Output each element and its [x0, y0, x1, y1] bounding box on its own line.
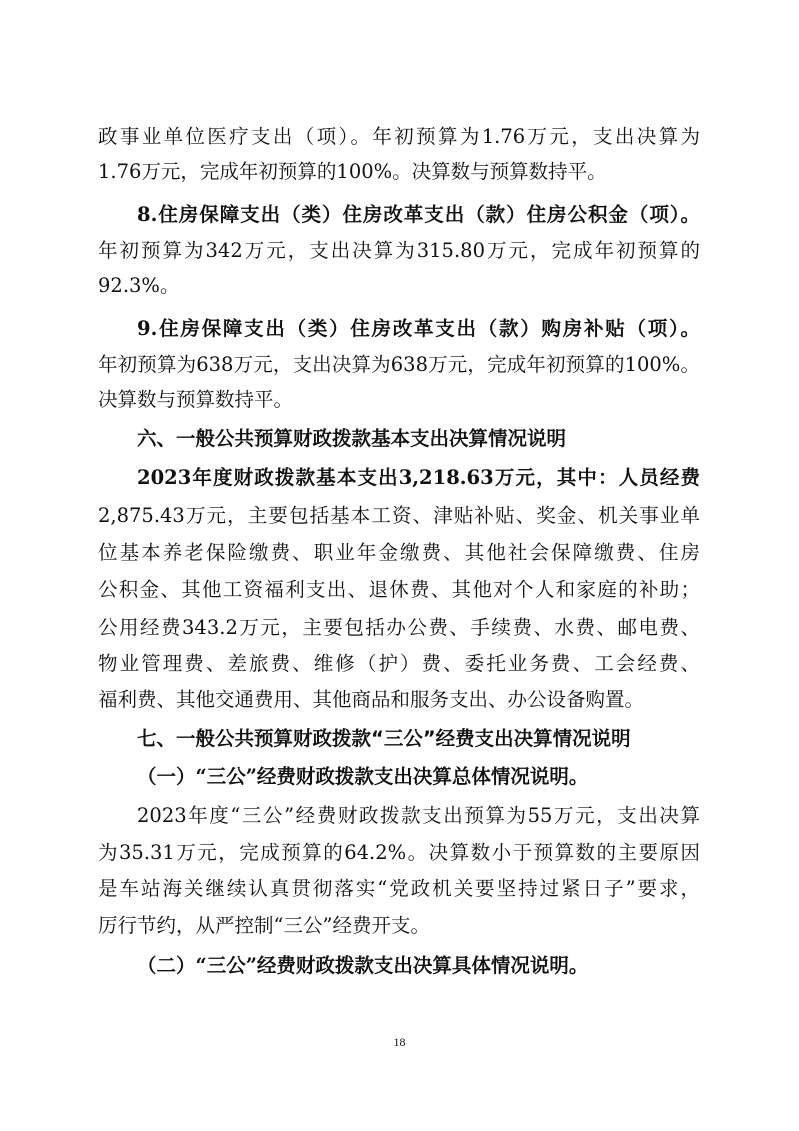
- subsection-1-heading: （一）“三公”经费财政拨款支出决算总体情况说明。: [137, 765, 589, 788]
- item-9-heading-line: 9.住房保障支出（类）住房改革支出（款）购房补贴（项）。: [137, 317, 700, 340]
- paragraph-line: 决算数与预算数持平。: [98, 388, 294, 411]
- basic-expenditure-lead-line: 2023年度财政拨款基本支出3,218.63万元，其中：人员经费: [137, 466, 700, 489]
- item-8-heading-line: 8.住房保障支出（类）住房改革支出（款）住房公积金（项）。: [137, 203, 700, 226]
- paragraph-line: 2,875.43万元，主要包括基本工资、津贴补贴、奖金、机关事业单: [98, 504, 700, 527]
- subsection-2-heading: （二）“三公”经费财政拨款支出决算具体情况说明。: [137, 954, 589, 977]
- paragraph-line: 年初预算为638万元，支出决算为638万元，完成年初预算的100%。: [98, 353, 700, 376]
- paragraph-line: 厉行节约，从严控制“三公”经费开支。: [98, 914, 430, 937]
- section-6-heading: 六、一般公共预算财政拨款基本支出决算情况说明: [137, 427, 567, 450]
- paragraph-line: 为35.31万元，完成预算的64.2%。决算数小于预算数的主要原因: [98, 841, 700, 864]
- paragraph-line: 位基本养老保险缴费、职业年金缴费、其他社会保障缴费、住房: [98, 541, 700, 564]
- paragraph-line: 物业管理费、差旅费、维修（护）费、委托业务费、工会经费、: [98, 652, 700, 675]
- paragraph-line: 公积金、其他工资福利支出、退休费、其他对个人和家庭的补助；: [98, 578, 700, 601]
- paragraph-line: 公用经费343.2万元，主要包括办公费、手续费、水费、邮电费、: [98, 616, 700, 639]
- paragraph-line: 是车站海关继续认真贯彻落实“党政机关要坚持过紧日子”要求，: [98, 877, 700, 900]
- paragraph-line: 政事业单位医疗支出（项）。年初预算为1.76万元，支出决算为: [98, 125, 700, 148]
- paragraph-line: 92.3%。: [98, 274, 180, 297]
- paragraph-line: 年初预算为342万元，支出决算为315.80万元，完成年初预算的: [98, 239, 700, 262]
- paragraph-line: 2023年度“三公”经费财政拨款支出预算为55万元，支出决算: [137, 804, 700, 827]
- page-number: 18: [393, 1035, 406, 1049]
- paragraph-line: 1.76万元，完成年初预算的100%。决算数与预算数持平。: [98, 160, 607, 183]
- paragraph-line: 福利费、其他交通费用、其他商品和服务支出、办公设备购置。: [98, 688, 645, 711]
- section-7-heading: 七、一般公共预算财政拨款“三公”经费支出决算情况说明: [137, 727, 631, 750]
